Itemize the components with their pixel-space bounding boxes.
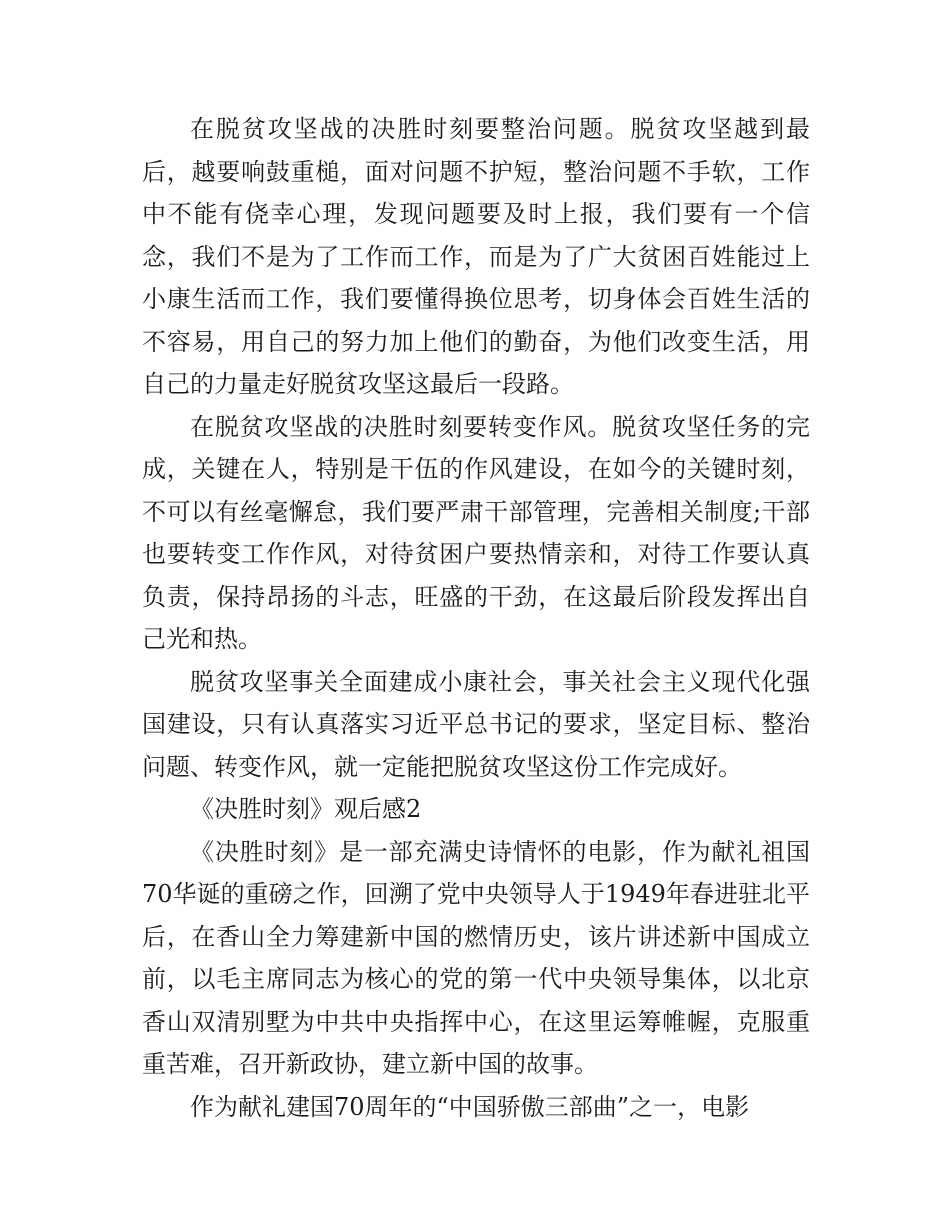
section-heading: 《决胜时刻》观后感2 bbox=[190, 795, 422, 823]
paragraph-conclusion: 脱贫攻坚事关全面建成小康社会，事关社会主义现代化强国建设，只有认真落实习近平总书记的要求，坚定目标、整治问题、转变作风，就一定能把脱贫攻坚这份工作完成好。 bbox=[142, 667, 810, 781]
document-body bbox=[142, 108, 810, 1128]
paragraph-trilogy: 作为献礼建国70周年的“中国骄傲三部曲”之一，电影 bbox=[190, 1092, 750, 1121]
paragraph-poverty-problems: 在脱贫攻坚战的决胜时刻要整治问题。脱贫攻坚越到最后，越要响鼓重槌，面对问题不护短，整治问题不手软，工作中不能有侥幸心理，发现问题要及时上报，我们要有一个信念，我们不是为了工作而工作，而是为了广大贫困百姓能过上小康生活而工作，我们要懂得换位思考，切身体会百姓生活的不容易，用自己的努力加上他们的勤奋，为他们改变生活，用自己的力量走好脱贫攻坚这最后一段路。 bbox=[142, 115, 810, 398]
paragraph-film-intro: 《决胜时刻》是一部充满史诗情怀的电影，作为献礼祖国70华诞的重磅之作，回溯了党中央领导人于1949年春进驻北平后，在香山全力筹建新中国的燃情历史，该片讲述新中国成立前，以毛主席同志为核心的党的第一代中央领导集体，以北京香山双清别墅为中共中央指挥中心，在这里运筹帷幄，克服重重苦难，召开新政协，建立新中国的故事。 bbox=[142, 837, 810, 1078]
paragraph-work-style: 在脱贫攻坚战的决胜时刻要转变作风。脱贫攻坚任务的完成，关键在人，特别是干伍的作风建设，在如今的关键时刻，不可以有丝毫懈怠，我们要严肃干部管理，完善相关制度;干部也要转变工作作风，对待贫困户要热情亲和，对待工作要认真负责，保持昂扬的斗志，旺盛的干劲，在这最后阶段发挥出自己光和热。 bbox=[142, 412, 810, 653]
